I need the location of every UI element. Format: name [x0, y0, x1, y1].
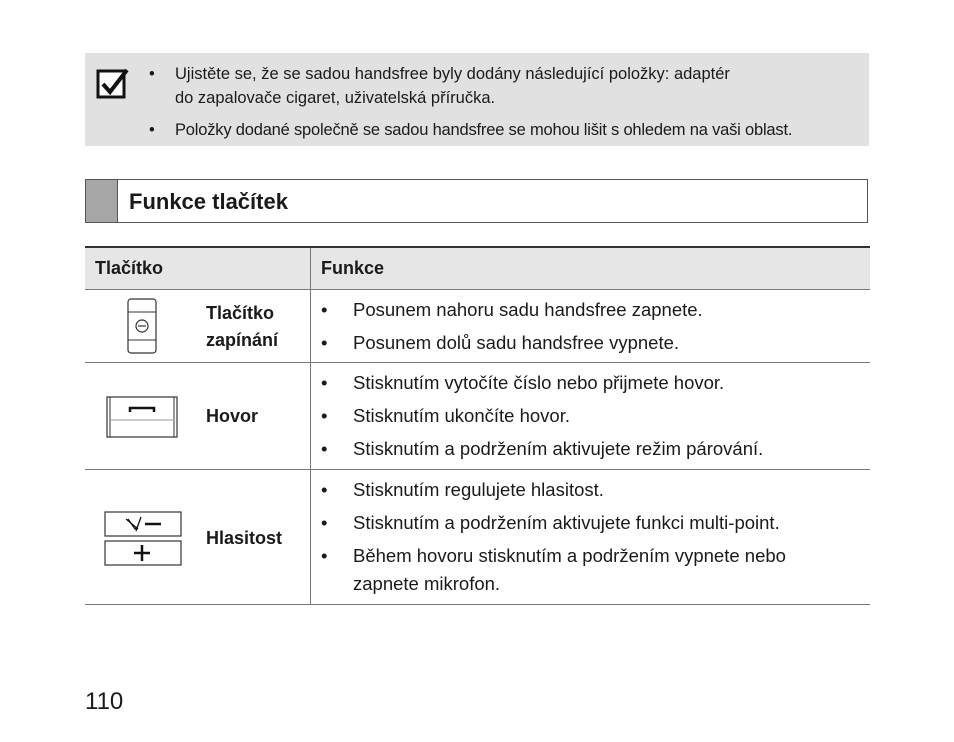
button-cell: [85, 290, 311, 363]
function-cell: [311, 290, 871, 363]
button-label: [206, 403, 258, 430]
checkbox-note-icon: [96, 67, 130, 101]
note-item-text: Položky dodané společně se sadou handsfree se mohou lišit s ohledem na vaši oblast.: [175, 121, 793, 139]
button-functions-table: [85, 246, 870, 605]
function-item-line: Během hovoru stisknutím a podržením vypnete nebo: [353, 545, 786, 566]
note-list: [149, 62, 792, 142]
function-item: [311, 542, 870, 598]
note-item-line: do zapalovače cigaret, uživatelská příručka.: [175, 89, 496, 107]
note-box: [85, 53, 869, 146]
button-label: [206, 525, 282, 552]
button-cell: [85, 363, 311, 470]
column-header-function: Funkce: [311, 247, 871, 290]
note-item: [149, 118, 792, 142]
function-item: • Posunem nahoru sadu handsfree zapnete.: [311, 296, 870, 324]
note-item-line: Ujistěte se, že se sadou handsfree byly dodány následující položky: adaptér: [175, 65, 730, 83]
button-label-line: Hovor: [206, 406, 259, 426]
button-label-line: Tlačítko: [206, 303, 275, 323]
function-item: • Stisknutím ukončíte hovor.: [311, 402, 870, 430]
section-heading: [85, 179, 868, 223]
button-label-line: Hlasitost: [206, 528, 283, 548]
button-label-line: zapínání: [206, 330, 279, 350]
function-item: • Posunem dolů sadu handsfree vypnete.: [311, 329, 870, 357]
function-cell: [311, 470, 871, 605]
call-button-icon: [106, 396, 178, 438]
button-cell: [85, 470, 311, 605]
page-number: 110: [85, 688, 124, 715]
power-switch-icon: [127, 298, 157, 354]
note-item: [149, 62, 792, 110]
table-row: [85, 363, 870, 470]
function-item: • Stisknutím vytočíte číslo nebo přijmete hovor.: [311, 369, 870, 397]
table-row: [85, 470, 870, 605]
table-row: [85, 290, 870, 363]
volume-button-icon: [104, 511, 182, 567]
function-item: • Stisknutím a podržením aktivujete režim párování.: [311, 435, 870, 463]
column-header-button: Tlačítko: [85, 247, 311, 290]
button-label: [206, 300, 278, 354]
table-header-row: [85, 247, 870, 290]
function-item: • Stisknutím regulujete hlasitost.: [311, 476, 870, 504]
section-title: Funkce tlačítek: [129, 189, 288, 214]
function-item: • Stisknutím a podržením aktivujete funkci multi-point.: [311, 509, 870, 537]
function-cell: [311, 363, 871, 470]
section-marker: [86, 180, 118, 222]
function-item-line: zapnete mikrofon.: [353, 573, 501, 594]
